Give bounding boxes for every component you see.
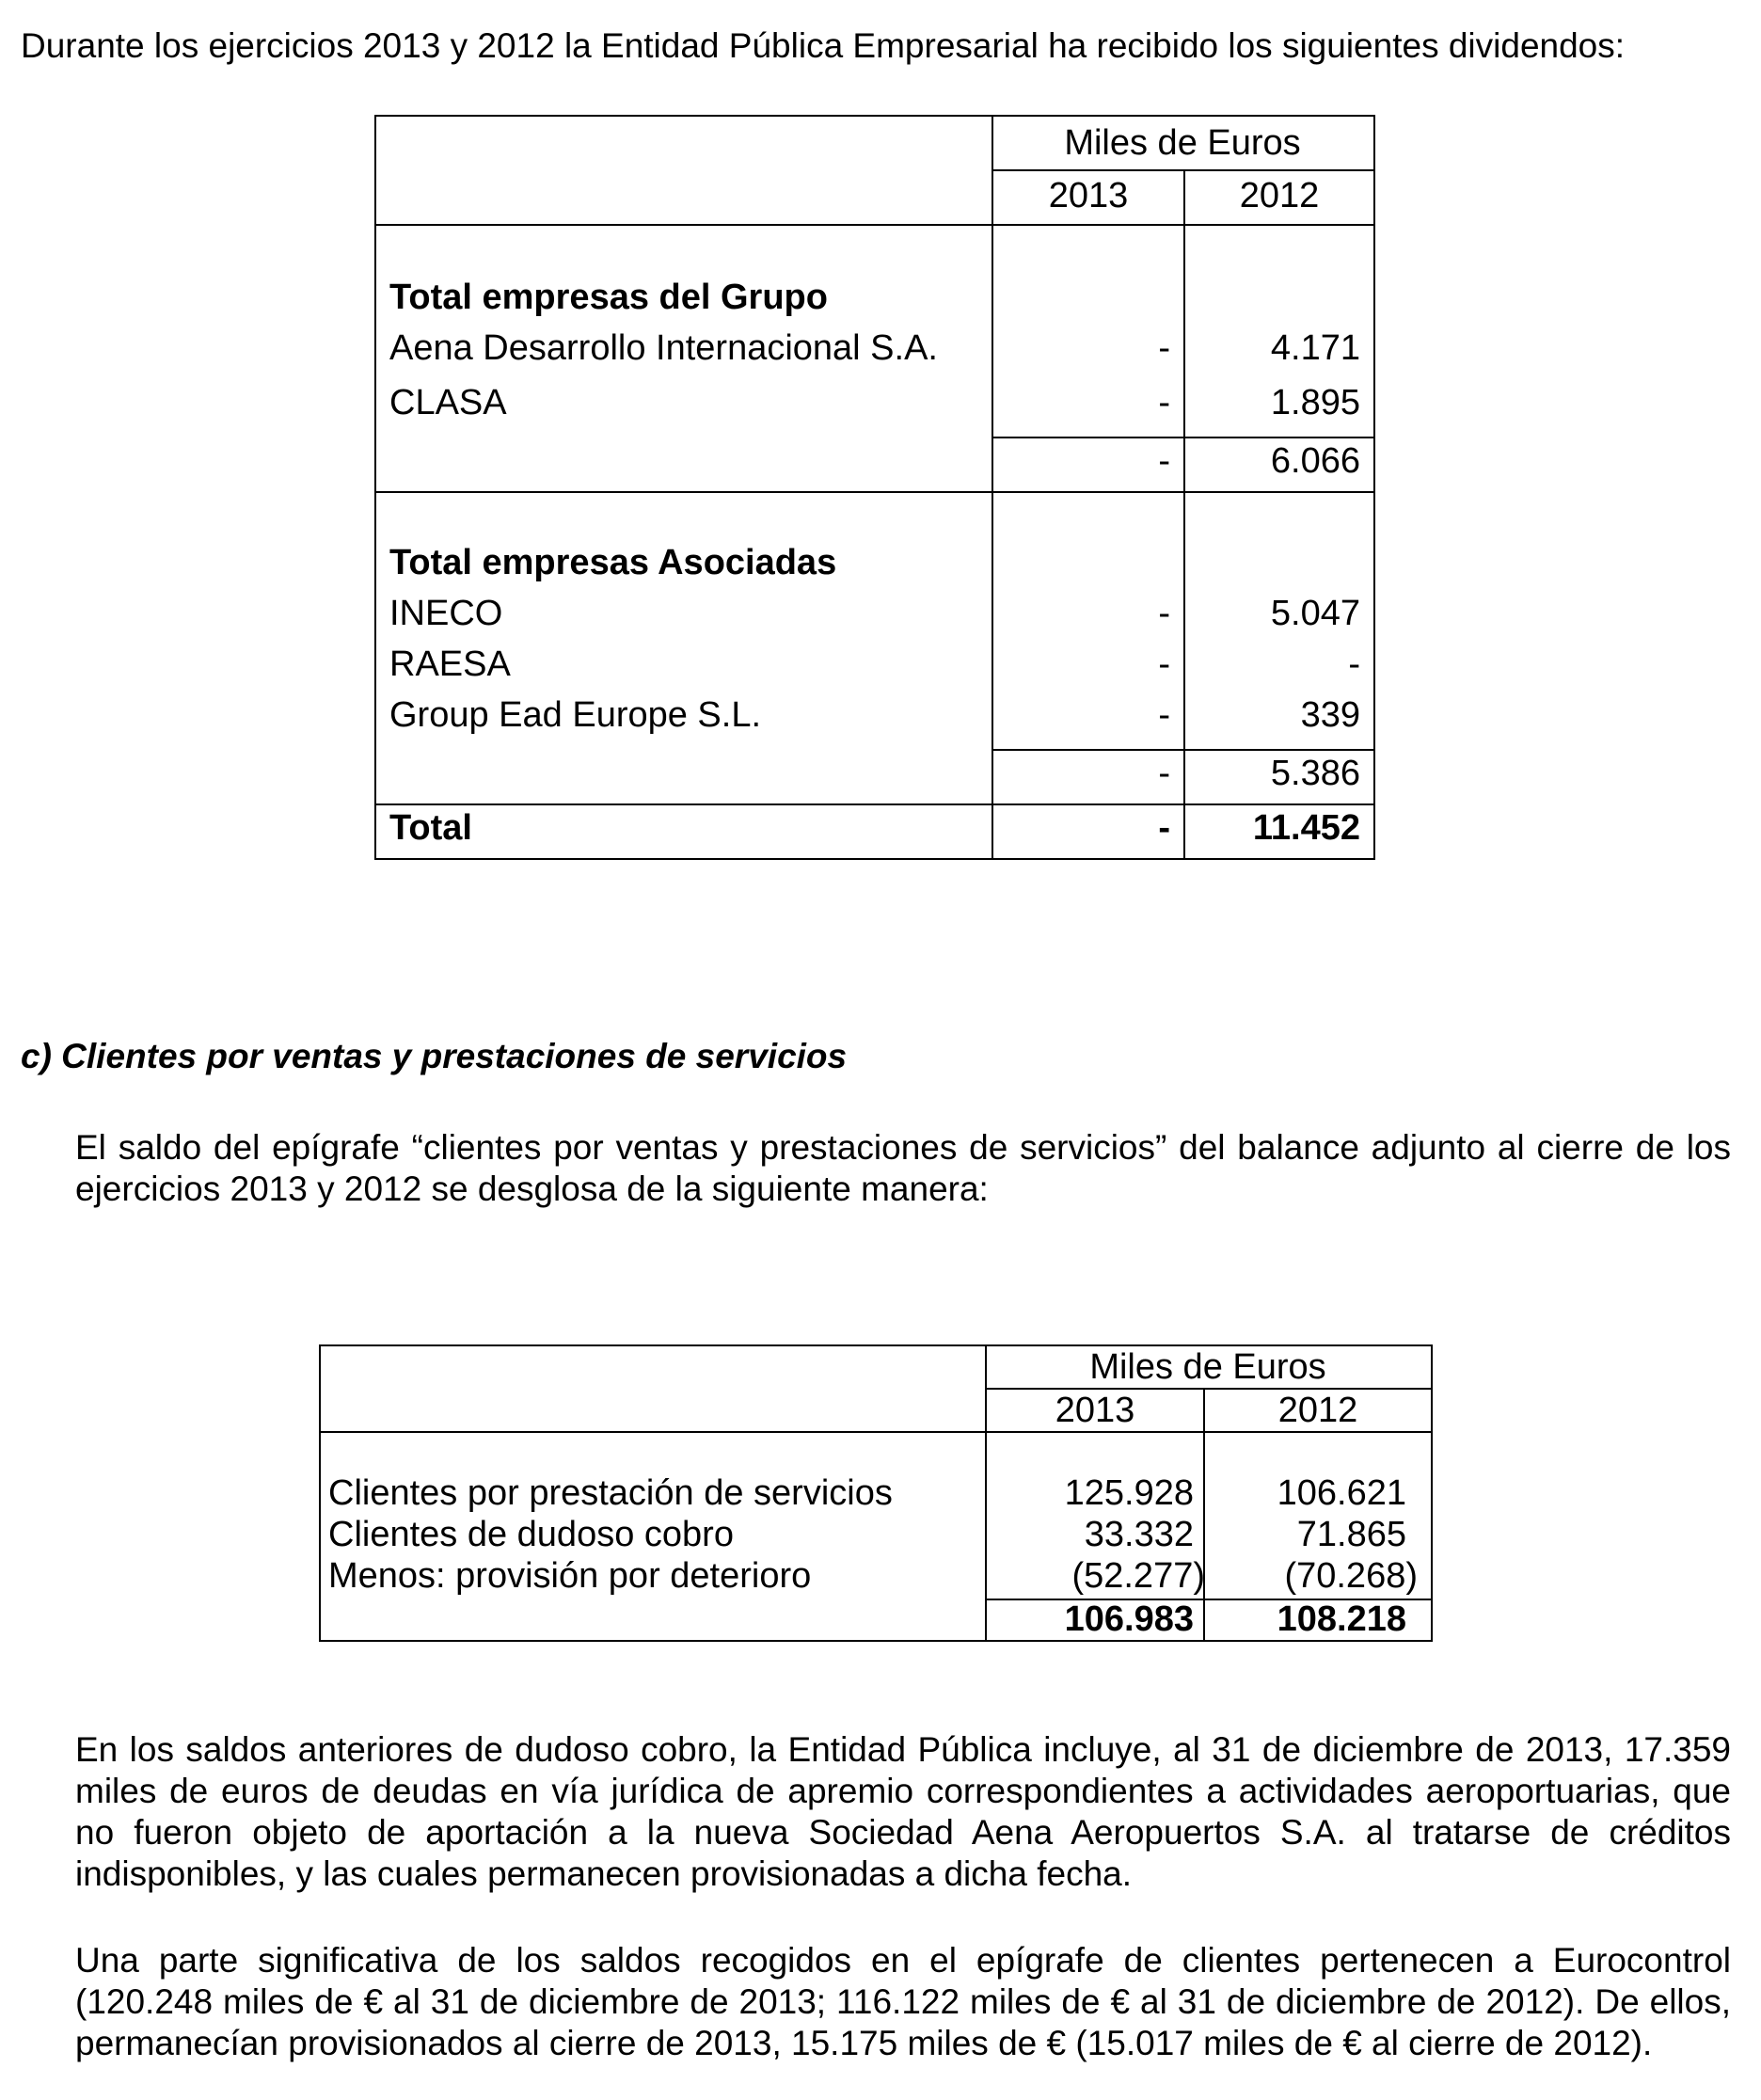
total-2012: 108.218 xyxy=(1277,1599,1406,1639)
table-header-units: Miles de Euros xyxy=(1089,1347,1326,1387)
table-rule xyxy=(376,224,1373,226)
assoc-title: Total empresas Asociadas xyxy=(389,543,837,582)
clients-table xyxy=(319,1344,1433,1642)
subtotal-2013: - xyxy=(1158,754,1170,793)
row-label: Group Ead Europe S.L. xyxy=(389,695,762,735)
paragraph-line: Una parte significativa de los saldos recogidos en el epígrafe de clientes pertenecen a Eurocontrol xyxy=(75,1941,1731,1980)
paragraph-line: (120.248 miles de € al 31 de diciembre de 2013; 116.122 miles de € al 31 de diciembre de 2012). De ellos, xyxy=(75,1982,1731,2021)
row-value-2012: 5.047 xyxy=(1270,594,1360,633)
row-value-2012: 4.171 xyxy=(1270,328,1360,368)
total-label: Total xyxy=(389,808,472,848)
subtotal-2013: - xyxy=(1158,441,1170,481)
section-paragraph xyxy=(75,1127,1731,1210)
table-rule xyxy=(376,491,1373,493)
row-label: INECO xyxy=(389,594,503,633)
row-value-2012: 71.865 xyxy=(1296,1515,1406,1554)
doubtful-debts-paragraph xyxy=(75,1729,1731,1895)
total-2012: 11.452 xyxy=(1252,808,1360,848)
paragraph-line: indisponibles, y las cuales permanecen provisionadas a dicha fecha. xyxy=(75,1854,1133,1893)
row-value-2013: - xyxy=(1158,695,1170,735)
table-rule xyxy=(321,1431,1431,1433)
eurocontrol-paragraph xyxy=(75,1940,1731,2064)
table-header-units: Miles de Euros xyxy=(1064,123,1301,163)
paragraph-line: El saldo del epígrafe “clientes por ventas y prestaciones de servicios” del balance adjunto al cierre de los xyxy=(75,1128,1731,1167)
row-value-2013: - xyxy=(1158,328,1170,368)
total-2013: - xyxy=(1158,808,1170,848)
row-value-2012: 339 xyxy=(1300,695,1360,735)
col-header-2012: 2012 xyxy=(1239,176,1320,215)
table-rule xyxy=(992,437,1373,438)
row-value-2013: 125.928 xyxy=(1064,1473,1194,1513)
row-value-2012: 106.621 xyxy=(1277,1473,1406,1513)
row-value-2013: - xyxy=(1158,594,1170,633)
intro-text: Durante los ejercicios 2013 y 2012 la Entidad Pública Empresarial ha recibido los siguientes dividendos: xyxy=(21,26,1626,65)
paragraph-line: En los saldos anteriores de dudoso cobro, la Entidad Pública incluye, al 31 de diciembre de 2013, 17.359 xyxy=(75,1730,1731,1769)
row-label: Menos: provisión por deterioro xyxy=(328,1556,812,1596)
dividends-table xyxy=(374,115,1375,860)
table-rule xyxy=(376,803,1373,805)
paragraph-line: miles de euros de deudas en vía jurídica de apremio correspondientes a actividades aeroportuarias, que xyxy=(75,1772,1731,1810)
total-2013: 106.983 xyxy=(1064,1599,1194,1639)
paragraph-line: permanecían provisionados al cierre de 2013, 15.175 miles de € (15.017 miles de € al cierre de 2012). xyxy=(75,2024,1653,2062)
row-label: Clientes por prestación de servicios xyxy=(328,1473,893,1513)
table-rule xyxy=(992,169,1373,171)
table-rule xyxy=(992,749,1373,751)
subtotal-2012: 6.066 xyxy=(1270,441,1360,481)
paragraph-line: ejercicios 2013 y 2012 se desglosa de la siguiente manera: xyxy=(75,1169,989,1208)
row-value-2013: (52.277) xyxy=(1071,1556,1205,1596)
col-header-2012: 2012 xyxy=(1277,1391,1358,1430)
table-rule xyxy=(1183,169,1185,858)
row-value-2012: 1.895 xyxy=(1270,383,1360,422)
row-value-2012: - xyxy=(1348,644,1360,684)
col-header-2013: 2013 xyxy=(1048,176,1129,215)
col-header-2013: 2013 xyxy=(1055,1391,1135,1430)
row-value-2013: - xyxy=(1158,383,1170,422)
row-label: Aena Desarrollo Internacional S.A. xyxy=(389,328,938,368)
row-label: Clientes de dudoso cobro xyxy=(328,1515,734,1554)
row-label: CLASA xyxy=(389,383,507,422)
group-title: Total empresas del Grupo xyxy=(389,278,828,317)
row-label: RAESA xyxy=(389,644,511,684)
paragraph-line: no fueron objeto de aportación a la nueva Sociedad Aena Aeropuertos S.A. al tratarse de créditos xyxy=(75,1813,1731,1852)
row-value-2012: (70.268) xyxy=(1284,1556,1418,1596)
subtotal-2012: 5.386 xyxy=(1270,754,1360,793)
row-value-2013: - xyxy=(1158,644,1170,684)
section-title: c) Clientes por ventas y prestaciones de servicios xyxy=(21,1037,848,1075)
table-rule xyxy=(992,117,993,858)
row-value-2013: 33.332 xyxy=(1084,1515,1194,1554)
